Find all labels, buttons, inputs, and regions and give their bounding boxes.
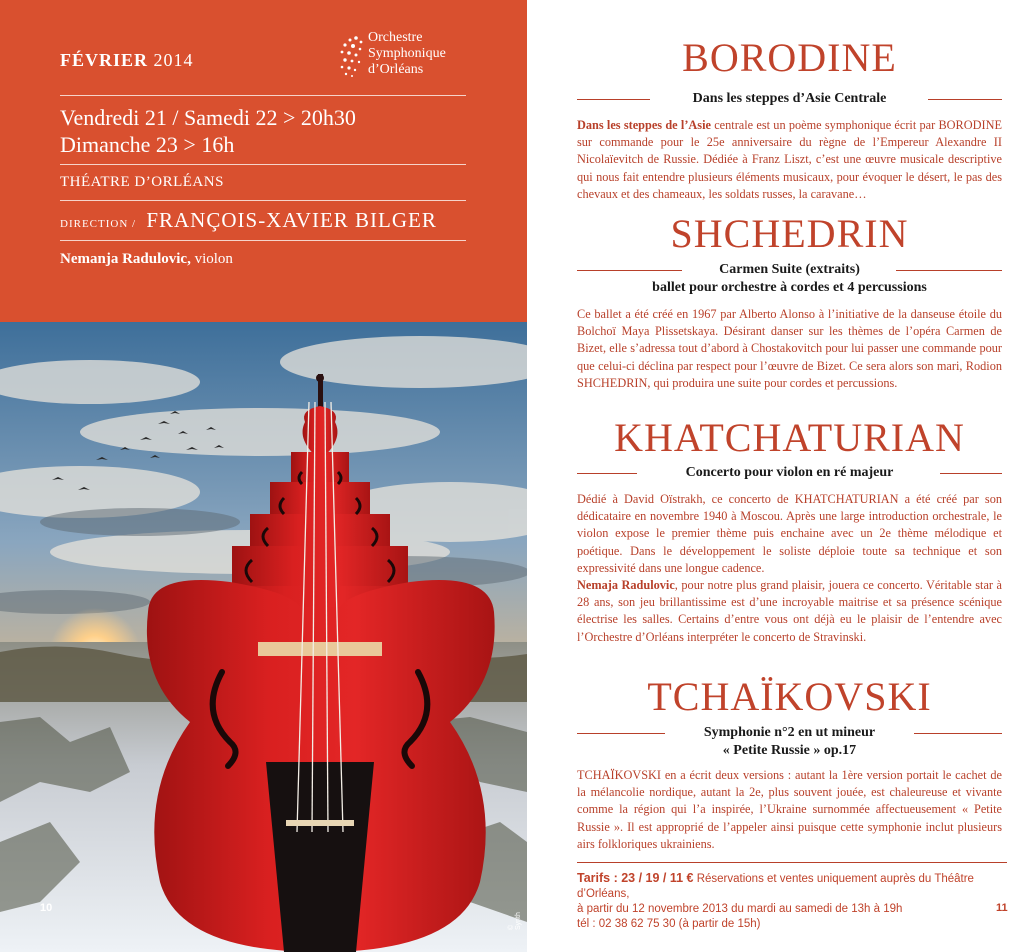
subtitle-rule bbox=[940, 473, 1002, 474]
tarifs-info: Tarifs : 23 / 19 / 11 € Réservations et ventes uniquement auprès du Théâtre d’Orléans, à partir du 12 novembre 2013 du mardi au samedi de 13h à 19h tél : 02 38 62 75 30 (à partir de 15h) bbox=[577, 871, 974, 930]
conductor: DIRECTION / FRANÇOIS-XAVIER BILGER bbox=[60, 208, 437, 232]
paragraph-tchaikovski: TCHAÏKOVSKI en a écrit deux versions : autant la 1ère version portait le cachet de la mélancolie nordique, autant la 2e, plus souvent jouée, est chaleureuse et vivante comme la région qui l’a inspirée, l’Ukraine surnommée affectueusement « Petite Russie ». Il est approprié de l’appeler ainsi puisque cette symphonie inclut plusieurs airs folkloriques ukrainiens. bbox=[577, 768, 1002, 851]
section-title-khatchaturian: KHATCHATURIAN bbox=[614, 415, 965, 460]
subtitle-rule bbox=[914, 733, 1002, 734]
photo-credit: © Synth bbox=[508, 912, 522, 930]
section-title-borodine: BORODINE bbox=[682, 35, 897, 80]
subtitle-tchaikovski-1: Symphonie n°2 en ut mineur bbox=[703, 725, 876, 740]
concert-dates: Vendredi 21 / Samedi 22 > 20h30 Dimanche 23 > 16h bbox=[60, 105, 356, 157]
paragraph-borodine: Dans les steppes de l’Asie centrale est un poème symphonique écrit par BORODINE sur commande pour le 25e anniversaire du règne de l’Empereur Alexandre II Nicolaïevitch de Russie. Dédiée à Franz Liszt, c’est une œuvre musicale descriptive qui nous fait entendre plusieurs éléments musicaux, pour évoquer le désert, le pas des chevaux et des chameaux, les soldats russes, la caravane… bbox=[577, 118, 1002, 201]
subtitle-shchedrin-2: ballet pour orchestre à cordes et 4 percussions bbox=[652, 280, 927, 295]
paragraph-khatchaturian: Dédié à David Oïstrakh, ce concerto de KHATCHATURIAN a été créé par son dédicataire en novembre 1940 à Moscou. Après une large introduction orchestrale, le violon expose le premier thème puis enchaine avec un 2e thème mélodique et poétique. Dans le développement le soliste déploie toute sa technique et son expressivité dans une longue cadence. Nemaja Radulovic, pour notre plus grand plaisir, jouera ce concerto. Véritable star à 28 ans, son jeu brillantissime est d’une incroyable maitrise et sa présence scénique électrise les salles. Certains d’entre vous ont déjà eu le plaisir de l’entendre avec l’Orchestre d’Orléans interpréter le concerto de Stravinski. bbox=[577, 492, 1003, 644]
violin-landscape-photo bbox=[0, 322, 527, 952]
divider bbox=[60, 164, 466, 165]
venue: THÉATRE D’ORLÉANS bbox=[60, 174, 224, 190]
subtitle-khatchaturian: Concerto pour violon en ré majeur bbox=[685, 465, 894, 480]
concert-month: FÉVRIER 2014 bbox=[60, 50, 194, 70]
subtitle-rule bbox=[896, 270, 1002, 271]
tarifs-divider bbox=[577, 862, 1007, 863]
orchestra-logo-text: Orchestre Symphonique d’Orléans bbox=[368, 30, 446, 77]
subtitle-shchedrin-1: Carmen Suite (extraits) bbox=[719, 262, 860, 277]
section-title-tchaikovski: TCHAÏKOVSKI bbox=[647, 674, 932, 719]
divider bbox=[60, 240, 466, 241]
orchestra-logo-mark-icon bbox=[338, 34, 368, 78]
page-number-right: 11 bbox=[996, 902, 1008, 914]
divider bbox=[60, 95, 466, 96]
subtitle-borodine: Dans les steppes d’Asie Centrale bbox=[692, 91, 887, 106]
concert-info-panel bbox=[0, 0, 527, 322]
violin-landscape-illustration bbox=[0, 322, 527, 952]
orchestra-logo bbox=[338, 30, 468, 82]
soloist: Nemanja Radulovic, violon bbox=[60, 251, 233, 267]
divider bbox=[60, 200, 466, 201]
subtitle-rule bbox=[928, 99, 1002, 100]
paragraph-shchedrin: Ce ballet a été créé en 1967 par Alberto Alonso à l’initiative de la danseuse étoile du Bolchoï Maya Plissetskaya. Désirant danser sur les thèmes de l’opéra Carmen de Bizet, elle s’adressa tout d’abord à Chostakovitch pour lui passer une commande pour que celui-ci déclina par respect pour l’œuvre de Bizet. Ce sera alors son mari, Rodion SHCHEDRIN, qui produira une suite pour cordes et percussions. bbox=[577, 307, 1002, 390]
subtitle-tchaikovski-2: « Petite Russie » op.17 bbox=[722, 743, 857, 758]
page-number-left: 10 bbox=[40, 902, 53, 914]
section-title-shchedrin: SHCHEDRIN bbox=[670, 211, 909, 256]
